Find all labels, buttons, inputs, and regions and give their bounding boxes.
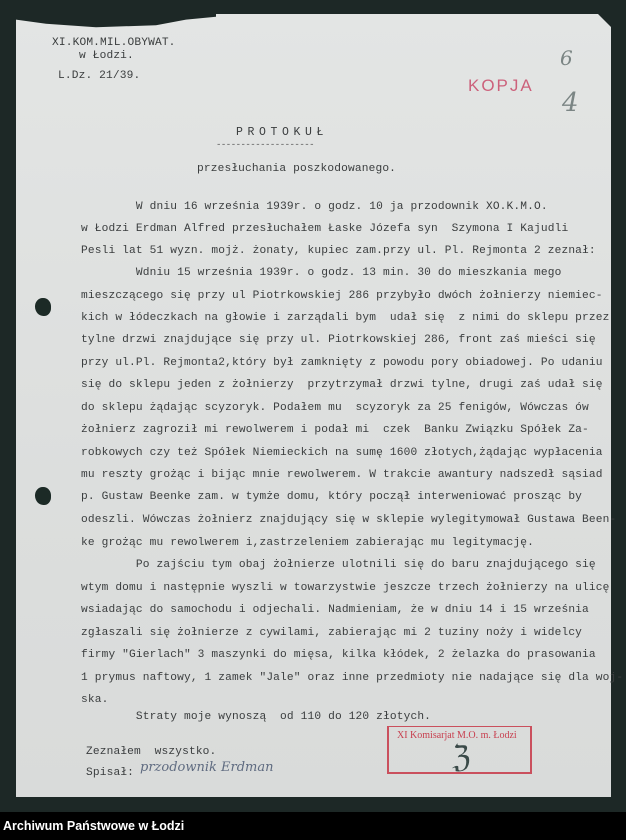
document-subtitle: przesłuchania poszkodowanego. <box>197 163 397 175</box>
recorded-by-label: Spisał: <box>86 767 135 779</box>
body-line: przy ul.Pl. Rejmonta2,który był zamknięty z powodu pory obiadowej. Po udaniu <box>81 357 603 369</box>
body-line: wtym domu i następnie wyszli w towarzystwie jeszcze trzech żołnierzy na ulicę <box>81 582 610 594</box>
body-line: Wdniu 15 września 1939r. o godz. 13 min. 30 do mieszkania mego <box>81 267 562 279</box>
body-line: odeszli. Wówczas żołnierz znajdujący się w sklepie wylegitymował Gustawa Been- <box>81 514 617 526</box>
body-line: Po zajściu tym obaj żołnierze ulotnili się do baru znajdującego się <box>81 559 596 571</box>
body-line: mieszczącego się przy ul Piotrkowskiej 286 przybyło dwóch żołnierzy niemiec- <box>81 290 603 302</box>
body-line: wsiadając do samochodu i odjechali. Nadmieniam, że w dniu 14 i 15 września <box>81 604 589 616</box>
title-underline: -------------------- <box>216 140 315 150</box>
closing-statement: Zeznałem wszystko. <box>86 746 217 758</box>
body-line: W dniu 16 września 1939r. o godz. 10 ja przodownik XO.K.M.O. <box>81 201 548 213</box>
office-stamp-text: XI Komisarjat M.O. m. Łodzi <box>397 730 517 741</box>
handwritten-page-number-2: 4 <box>562 88 579 118</box>
body-line: ke grożąc mu rewolwerem i,zastrzeleniem zabierając mu legitymację. <box>81 537 534 549</box>
body-line: w Łodzi Erdman Alfred przesłuchałem Łaske Józefa syn Szymona I Kajudli <box>81 223 569 235</box>
body-line: się do sklepu jeden z żołnierzy przytrzymał drzwi tylne, drugi zaś udał się <box>81 379 603 391</box>
copy-stamp: KOPJA <box>468 76 534 95</box>
office-stamp-signature: ℨ <box>452 740 471 775</box>
body-line: p. Gustaw Beenke zam. w tymże domu, który począł interweniować prosząc by <box>81 491 583 503</box>
recorded-by-signature: przodownik Erdman <box>140 760 274 775</box>
punch-hole-bottom <box>35 487 51 505</box>
body-line: firmy "Gierlach" 3 maszynki do mięsa, kilka kłódek, 2 żelazka do prasowania <box>81 649 596 661</box>
office-city: w Łodzi. <box>79 50 134 62</box>
punch-hole-top <box>35 298 51 316</box>
reference-number: L.Dz. 21/39. <box>58 70 141 82</box>
body-line: kich w łódeczkach na głowie i zarządali bym udał się z nimi do sklepu przez <box>81 312 610 324</box>
body-line: ska. <box>81 694 109 706</box>
archive-name: Archiwum Państwowe w Łodzi <box>3 819 185 833</box>
body-line: do sklepu żądając scyzoryk. Podałem mu scyzoryk za 25 fenigów, Wówczas ów <box>81 402 589 414</box>
office-name: XI.KOM.MIL.OBYWAT. <box>52 37 176 49</box>
body-line: tylne drzwi znajdujące się przy ul. Piotrkowskiej 286, front zaś mieści się <box>81 334 596 346</box>
body-line: zgłaszali się żołnierze z cywilami, zabierając mi 2 tuziny noży i widelcy <box>81 627 583 639</box>
body-line: mu reszty grożąc i bijąc mnie rewolwerem. W trakcie awantury nadszedł sąsiad <box>81 469 603 481</box>
body-line: Pesli lat 51 wyzn. mojż. żonaty, kupiec zam.przy ul. Pl. Rejmonta 2 zeznał: <box>81 245 596 257</box>
body-line: Straty moje wynoszą od 110 do 120 złotych. <box>81 711 432 723</box>
body-line: robkowych czy też Spółek Niemieckich na sumę 1600 złotych,żądając wypłacenia <box>81 447 603 459</box>
document-title: PROTOKUŁ <box>236 126 329 139</box>
body-line: 1 prymus naftowy, 1 zamek "Jale" oraz inne przedmioty nie nadające się dla woj- <box>81 672 624 684</box>
body-line: żołnierz zagroził mi rewolwerem i podał mi czek Banku Związku Spółek Za- <box>81 424 589 436</box>
handwritten-page-number-1: 6 <box>560 46 573 70</box>
